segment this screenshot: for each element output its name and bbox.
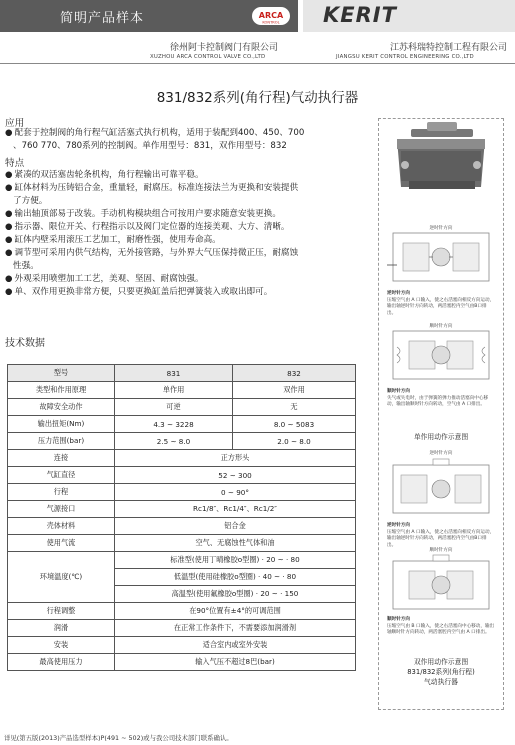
table-cell: Rc1/8″、Rc1/4″、Rc1/2″: [115, 501, 356, 518]
table-row: [8, 365, 356, 382]
application-list: [5, 127, 360, 153]
table-cell: 壳体材料: [8, 518, 115, 535]
table-cell: 无: [233, 399, 356, 416]
table-row: [8, 552, 356, 569]
diagram-note-heading: 顺时针方向: [387, 617, 410, 622]
diagram-note-heading: 逆时针方向: [387, 291, 410, 296]
feature-line: 了方便。: [13, 196, 48, 206]
diagram-note-text: 压缩空气由 A 口输入，使之右活塞向相反方向运动，输出轴逆时针方向转动，两活塞腔内空气由B口排出。: [387, 529, 495, 548]
table-cell: 高温型(使用氟橡胶o型圈) · 20 ~ · 150: [115, 586, 356, 603]
features-heading: 特点: [5, 158, 25, 169]
company-right-en: JIANGSU KERIT CONTROL ENGINEERING CO.,LTD: [336, 54, 474, 60]
feature-line: 性强。: [13, 261, 39, 271]
page-title: 831/832系列(角行程)气动执行器: [156, 90, 359, 106]
arca-logo-sub: KONTROL: [262, 20, 280, 25]
table-cell: 行程调整: [8, 603, 115, 620]
diagram-note-heading: 逆时针方向: [387, 523, 410, 528]
table-cell: 2.0 ~ 8.0: [233, 433, 356, 450]
kerit-logo: KERIT: [323, 3, 397, 27]
table-cell: 单作用: [115, 382, 233, 399]
table-row: [8, 654, 356, 671]
table-cell: 4.3 ~ 3228: [115, 416, 233, 433]
feature-line: ● 缸体内壁采用滚压工艺加工，耐磨性强，使用寿命高。: [5, 234, 360, 247]
specs-heading: 技术数据: [5, 338, 45, 349]
diagram-note: [387, 291, 495, 317]
feature-line: ● 缸体材料为压铸铝合金，重量轻，耐腐压。标准连接法兰为更换和安装提供: [5, 182, 360, 195]
table-row: [8, 501, 356, 518]
application-heading: 应用: [5, 118, 25, 129]
diagram-note: [387, 389, 495, 409]
table-row: [8, 637, 356, 654]
table-cell: 在90°位置有±4°的可调范围: [115, 603, 356, 620]
table-cell: 正方形头: [115, 450, 356, 467]
table-cell: 可逆: [115, 399, 233, 416]
spec-table: [7, 364, 356, 671]
header-bar-left: [0, 0, 298, 32]
single-acting-caption: 单作用动作示意图: [413, 433, 469, 441]
table-cell: 型号: [8, 365, 115, 382]
table-row: [8, 450, 356, 467]
table-cell: 831: [115, 365, 233, 382]
table-cell: 铝合金: [115, 518, 356, 535]
feature-line: ● 调节型可采用内供气结构，无外接管路，与外界大气压保持微正压，耐腐蚀: [5, 247, 360, 260]
table-cell: 在正常工作条件下，不需要添加润滑剂: [115, 620, 356, 637]
table-cell: 输入气压不超过8巴(bar): [115, 654, 356, 671]
table-row: [8, 416, 356, 433]
table-cell: 8.0 ~ 5083: [233, 416, 356, 433]
footnote: 详见(第五版(2013)产品选型样本)P(491 ~ 502)或与我公司技术部门联系确认。: [4, 734, 233, 742]
diagram-label: 逆时针方向: [429, 226, 453, 231]
feature-line: ● 外观采用喷塑加工工艺，美观、坚固、耐腐蚀强。: [5, 273, 360, 286]
table-cell: 气缸直径: [8, 467, 115, 484]
diagram-note-heading: 顺时针方向: [387, 389, 410, 394]
table-cell: 低温型(使用硅橡胶o型圈) · 40 ~ · 80: [115, 569, 356, 586]
table-cell: 标准型(使用丁晴橡胶o型圈) · 20 ~ · 80: [115, 552, 356, 569]
diagram-note: [387, 617, 495, 637]
double-acting-caption-line: 双作用动作示意图: [413, 658, 469, 666]
table-cell: 安装: [8, 637, 115, 654]
table-cell: 连接: [8, 450, 115, 467]
application-line: 、760 770、780系列的控制阀。单作用型号：831，双作用型号：832: [13, 141, 287, 151]
diagram-note-text: 失气或失电时，由于弹簧的弹力推动活塞向中心移动，输出轴顺时针方向转动，空气由 A 口排出。: [387, 395, 489, 408]
table-cell: 润滑: [8, 620, 115, 637]
diagram-label: 顺时针方向: [429, 548, 453, 553]
diagram-label: 顺时针方向: [429, 324, 453, 329]
table-row: [8, 433, 356, 450]
diagram-note-text: 压缩空气由 B 口输入，使之右活塞向中心移动，输出轴顺时针方向转动，两活塞腔内空气由 A 口排出。: [387, 623, 495, 636]
cutaway-diagram: [387, 233, 489, 281]
table-cell: 最高使用压力: [8, 654, 115, 671]
table-row: [8, 603, 356, 620]
company-left-cn: 徐州阿卡控制阀门有限公司: [170, 43, 279, 53]
diagram-label: 逆时针方向: [429, 451, 453, 456]
table-cell: 使用气流: [8, 535, 115, 552]
table-row: [8, 535, 356, 552]
features-list: [5, 169, 360, 299]
double-acting-caption: [379, 657, 503, 687]
double-acting-caption-line: 831/832系列(角行程): [407, 668, 475, 676]
table-row: [8, 620, 356, 637]
table-row: [8, 484, 356, 501]
header-divider: [0, 63, 515, 64]
cutaway-diagram: [393, 555, 489, 609]
table-cell: 0 ~ 90°: [115, 484, 356, 501]
feature-line: ● 指示器、限位开关、行程指示以及阀门定位器的连接美观、大方、清晰。: [5, 221, 360, 234]
cutaway-diagram: [393, 459, 489, 513]
table-cell: 空气、无腐蚀性气体和油: [115, 535, 356, 552]
table-cell: 气源接口: [8, 501, 115, 518]
company-left-en: XUZHOU ARCA CONTROL VALVE CO.,LTD: [150, 54, 266, 60]
arca-logo-icon: [252, 6, 290, 26]
company-right-cn: 江苏科瑞特控制工程有限公司: [390, 43, 508, 53]
header-bar-right: [303, 0, 515, 32]
cutaway-diagram: [393, 331, 489, 379]
table-row: [8, 467, 356, 484]
feature-line: ● 紧凑的双活塞齿轮条机构，角行程输出可靠平稳。: [5, 169, 360, 182]
table-cell: 压力范围(bar): [8, 433, 115, 450]
table-cell: 2.5 ~ 8.0: [115, 433, 233, 450]
table-row: [8, 382, 356, 399]
table-cell: 适合室内或室外安装: [115, 637, 356, 654]
table-row: [8, 399, 356, 416]
double-acting-caption-line: 气动执行器: [424, 678, 458, 686]
table-cell: 双作用: [233, 382, 356, 399]
table-cell: 环境温度(℃): [8, 552, 115, 603]
table-cell: 类型和作用原理: [8, 382, 115, 399]
application-line: ● 配套于控制阀的角行程气缸活塞式执行机构，适用于装配到400、450、700: [5, 127, 360, 140]
arca-logo-text: ARCA: [258, 11, 284, 20]
catalog-title: 简明产品样本: [60, 11, 145, 26]
table-cell: 832: [233, 365, 356, 382]
table-cell: 行程: [8, 484, 115, 501]
table-cell: 52 ~ 300: [115, 467, 356, 484]
diagram-panel: [378, 118, 504, 710]
actuator-product-icon: [397, 122, 485, 189]
table-row: [8, 518, 356, 535]
feature-line: ● 单、双作用更换非常方便，只要更换缸盖后把弹簧装入或取出即可。: [5, 286, 360, 299]
table-cell: 输出扭矩(Nm): [8, 416, 115, 433]
feature-line: ● 输出轴顶部易于改装。手动机构模块组合可按用户要求随意安装更换。: [5, 208, 360, 221]
table-cell: 故障安全动作: [8, 399, 115, 416]
diagram-note-text: 压缩空气由 A 口输入，使之右活塞向相反方向运动，输出轴逆时针方向转动，两活塞腔内空气由B口排出。: [387, 297, 495, 316]
diagram-note: [387, 523, 495, 549]
